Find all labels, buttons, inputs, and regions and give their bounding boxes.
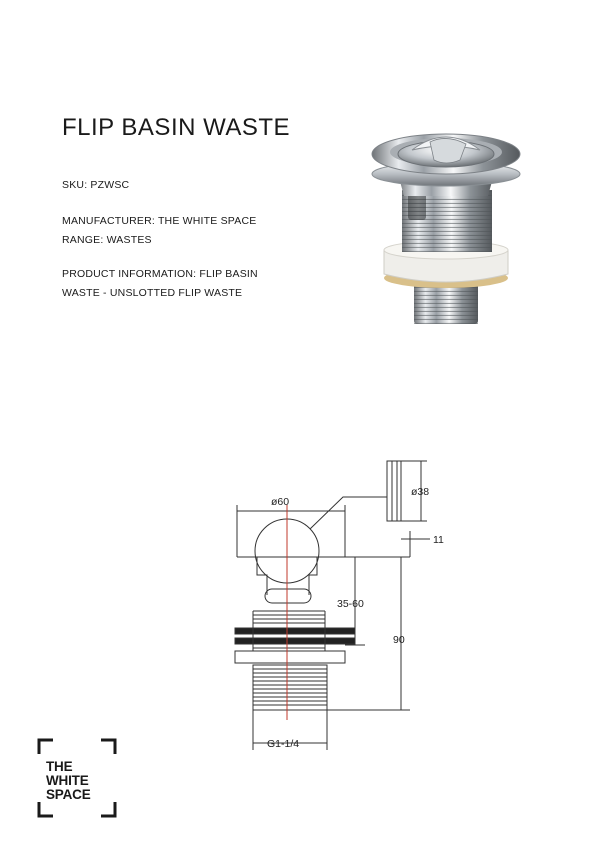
logo-text	[46, 760, 91, 802]
product-info-line-1: PRODUCT INFORMATION: FLIP BASIN	[62, 268, 258, 280]
tail-threads	[253, 665, 327, 710]
manufacturer-line: MANUFACTURER: THE WHITE SPACE	[62, 215, 257, 227]
dim-overall-height: 90	[393, 634, 405, 646]
dim-cap-diameter: ø38	[411, 486, 430, 498]
page-title: FLIP BASIN WASTE	[62, 114, 291, 141]
product-info-block	[62, 265, 292, 303]
product-photo	[368, 120, 524, 330]
dim-flange-diameter: ø60	[271, 496, 290, 508]
logo-line-3: SPACE	[46, 787, 91, 802]
dim-cap-thickness: 11	[433, 534, 444, 546]
dim-body-range: 35-60	[337, 598, 364, 610]
product-info-line-2: WASTE - UNSLOTTED FLIP WASTE	[62, 287, 243, 299]
logo-line-2: WHITE	[46, 773, 89, 788]
technical-drawing	[215, 445, 465, 765]
logo-line-1: THE	[46, 759, 73, 774]
dim-thread: G1-1/4	[267, 738, 300, 750]
sku-line: SKU: PZWSC	[62, 179, 130, 191]
manufacturer-block	[62, 212, 256, 250]
brand-logo	[37, 738, 117, 818]
range-line: RANGE: WASTES	[62, 234, 152, 246]
